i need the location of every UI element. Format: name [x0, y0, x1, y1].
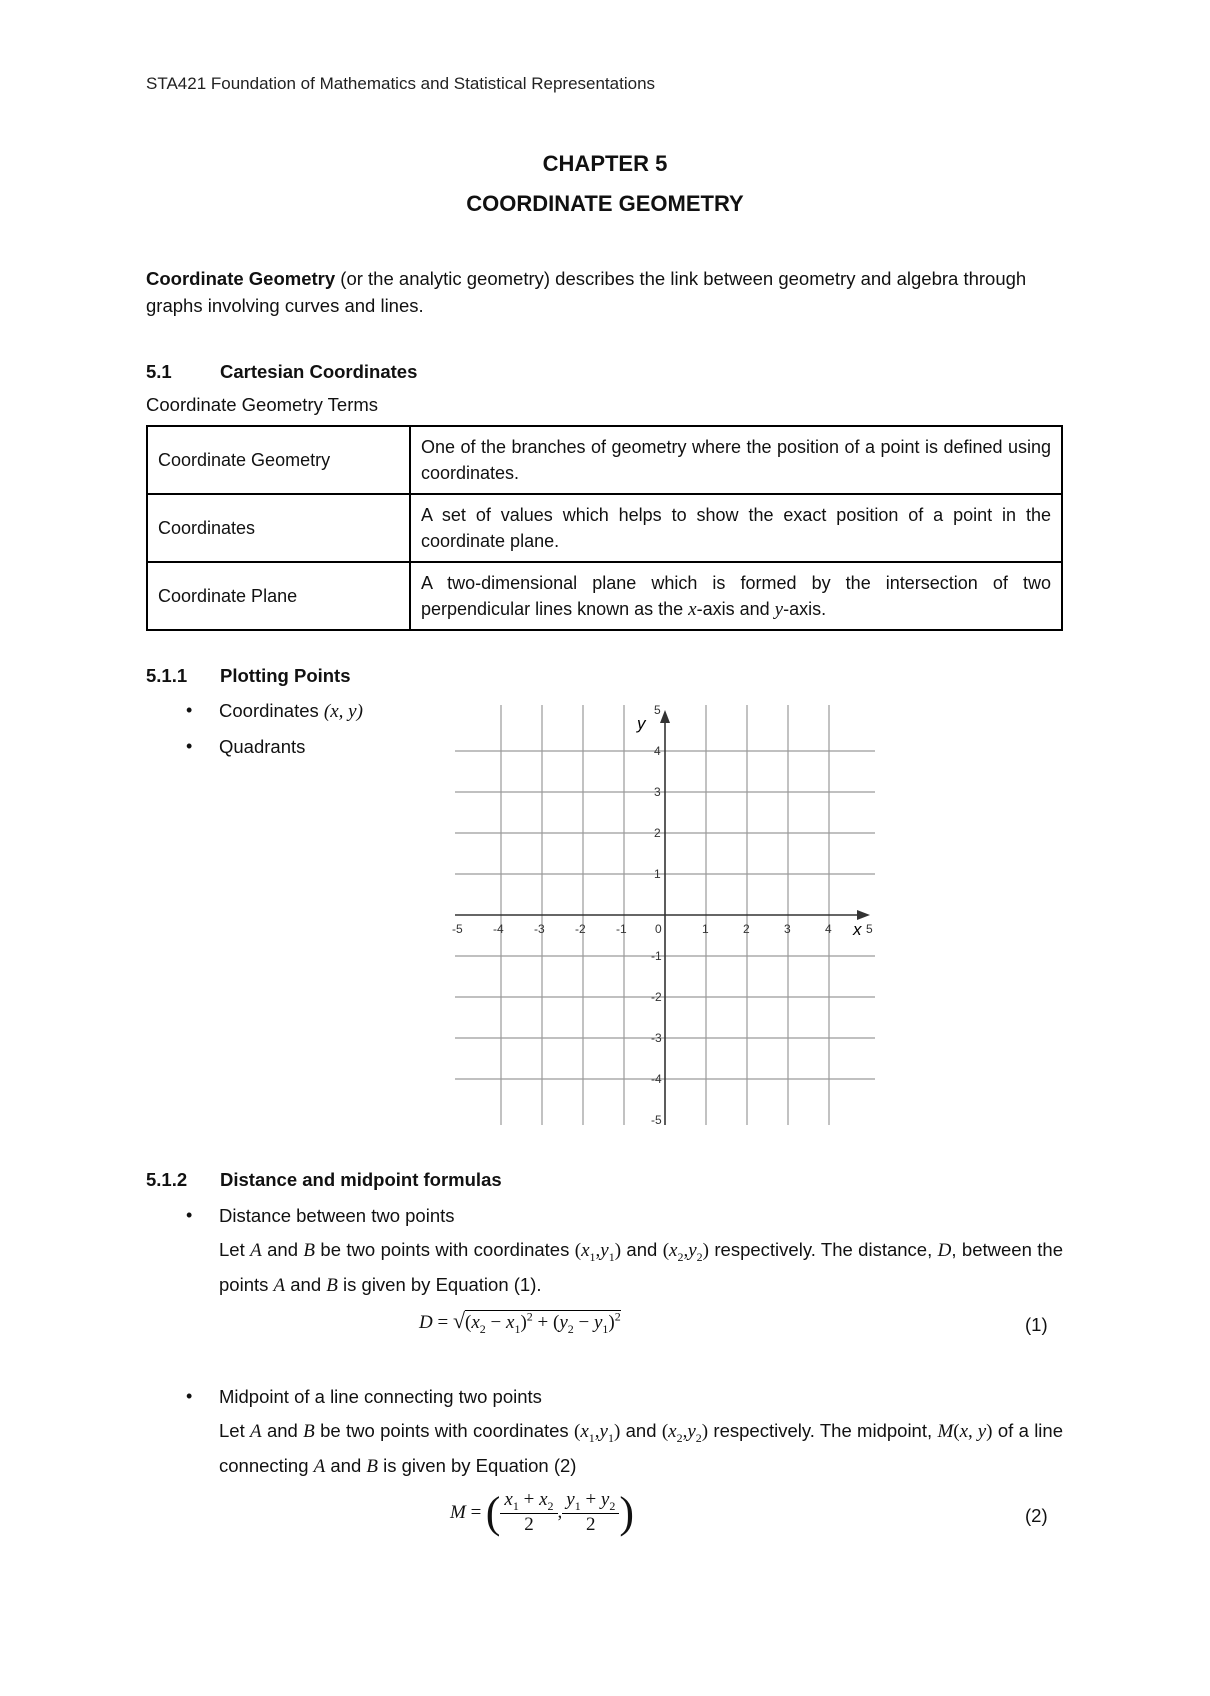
table-row — [147, 494, 1062, 562]
list-item: • Coordinates (x, y) — [146, 697, 363, 725]
term-cell: Coordinate Geometry — [147, 426, 410, 494]
table-row — [147, 562, 1062, 630]
equation-number-1: (1) — [1025, 1314, 1048, 1335]
term-cell: Coordinates — [147, 494, 410, 562]
y-axis-arrow-icon — [660, 710, 670, 723]
distance-paragraph: Let A and B be two points with coordinates $(x_1,y_1)$ and $(x_2,y_2)$ respectively. The distance, D, between the points A and B is given by Equation (1). — [219, 1239, 1063, 1296]
midpoint-equation: M = ( $\frac{x_1 + x_2}{2}$ , $\frac{y_1 + y_2}{2}$ ) — [450, 1488, 634, 1537]
coordinate-plane — [452, 695, 885, 1127]
x-tick-label: 0 — [655, 922, 662, 936]
section-5-1-heading: 5.1 Cartesian Coordinates — [146, 361, 418, 382]
terms-table — [146, 425, 1063, 631]
y-axis-label: y — [637, 714, 646, 733]
list-item: • Distance between two points — [146, 1202, 455, 1229]
intro-paragraph — [146, 265, 1063, 319]
x-tick-label: 2 — [743, 922, 750, 936]
axes — [455, 710, 870, 1125]
y-tick-label: -5 — [651, 1113, 662, 1127]
definition-cell: A two-dimensional plane which is formed by the intersection of two perpendicular lines known as the x-axis and y-axis. — [410, 562, 1062, 630]
running-header: STA421 Foundation of Mathematics and Statistical Representations — [146, 74, 656, 93]
table-row — [147, 426, 1062, 494]
definition-cell: A set of values which helps to show the exact position of a point in the coordinate plane. — [410, 494, 1062, 562]
distance-bullet — [146, 1202, 455, 1229]
list-item: • Quadrants — [146, 733, 363, 760]
chapter-number: CHAPTER 5 — [542, 151, 668, 176]
term-cell: Coordinate Plane — [147, 562, 410, 630]
y-tick-label: 2 — [654, 826, 661, 840]
section-5-1-1-heading: 5.1.1 Plotting Points — [146, 665, 351, 686]
midpoint-paragraph: Let A and B be two points with coordinates $(x_1,y_1)$ and $(x_2,y_2)$ respectively. The midpoint, M(x, y) of a line connecting A and B is given by Equation (2) — [219, 1420, 1063, 1477]
intro-text: (or the analytic geometry) describes the link between geometry and algebra through graphs involving curves and lines. — [146, 268, 1027, 316]
y-tick-label: -2 — [651, 990, 662, 1004]
plotting-bullets — [146, 697, 363, 760]
list-item: • Midpoint of a line connecting two points — [146, 1383, 542, 1410]
y-tick-label: 1 — [654, 867, 661, 881]
x-axis-arrow-icon — [857, 910, 870, 920]
x-tick-label: 1 — [702, 922, 709, 936]
y-tick-label: -3 — [651, 1031, 662, 1045]
x-tick-label: -3 — [534, 922, 545, 936]
x-tick-label: -4 — [493, 922, 504, 936]
intro-term: Coordinate Geometry — [146, 268, 336, 289]
chapter-title: COORDINATE GEOMETRY — [466, 191, 744, 216]
y-tick-label: 5 — [654, 703, 661, 717]
midpoint-bullet — [146, 1383, 542, 1410]
definition-cell: One of the branches of geometry where the position of a point is defined using coordinates. — [410, 426, 1062, 494]
table-caption: Coordinate Geometry Terms — [146, 394, 379, 415]
x-tick-label: 4 — [825, 922, 832, 936]
y-tick-label: 3 — [654, 785, 661, 799]
x-axis-label: x — [853, 920, 862, 939]
y-tick-label: -4 — [651, 1072, 662, 1086]
y-tick-label: -1 — [651, 949, 662, 963]
x-tick-label: 5 — [866, 922, 873, 936]
x-tick-label: -1 — [616, 922, 627, 936]
x-tick-label: -2 — [575, 922, 586, 936]
equation-number-2: (2) — [1025, 1505, 1048, 1526]
section-5-1-2-heading: 5.1.2 Distance and midpoint formulas — [146, 1169, 502, 1190]
y-tick-label: 4 — [654, 744, 661, 758]
x-tick-label: -5 — [452, 922, 463, 936]
distance-equation: $D = √(x_2 - x_1)^2 + (y_2 - y_1)^2$ — [419, 1308, 621, 1336]
x-tick-label: 3 — [784, 922, 791, 936]
